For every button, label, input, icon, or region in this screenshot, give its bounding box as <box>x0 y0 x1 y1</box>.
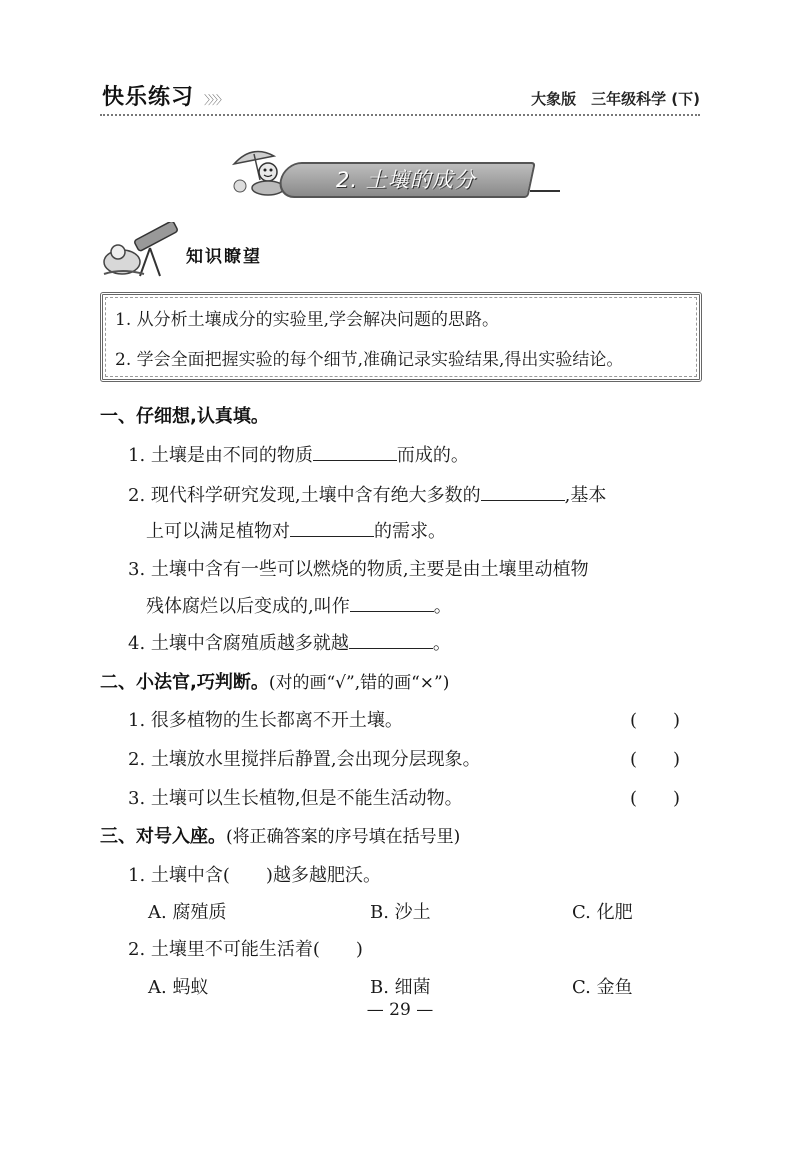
section-judgment-heading <box>100 668 449 694</box>
option-b[interactable]: B. 细菌 <box>370 977 431 998</box>
question-text: 4. 土壤中含腐殖质越多就越 <box>128 633 349 654</box>
page-number: — 29 — <box>366 1000 434 1020</box>
section-note: (对的画“√”,错的画“×”) <box>268 673 450 693</box>
lesson-title: 2. 土壤的成分 <box>336 168 476 192</box>
question-text: 的需求。 <box>374 521 446 542</box>
question-1-1 <box>128 441 469 467</box>
question-text: 1. 土壤是由不同的物质 <box>128 445 313 466</box>
answer-bracket[interactable]: ( ) <box>630 749 681 770</box>
option-a[interactable]: A. 蚂蚁 <box>148 977 209 998</box>
answer-blank[interactable] <box>290 518 374 537</box>
lesson-title-banner <box>228 142 568 200</box>
question-1-2 <box>128 481 606 507</box>
question-1-2-cont <box>146 517 446 543</box>
question-text: ,基本 <box>564 485 607 506</box>
answer-blank[interactable] <box>349 630 433 649</box>
title-underline <box>530 190 560 192</box>
learning-goals-box <box>100 292 702 382</box>
choice-question-1: 1. 土壤中含( )越多越肥沃。 <box>128 865 381 886</box>
telescope-icon <box>100 222 184 280</box>
question-text: 。 <box>432 633 451 654</box>
question-text: 上可以满足植物对 <box>146 521 290 542</box>
page-header <box>100 78 700 116</box>
option-b[interactable]: B. 沙土 <box>370 902 431 923</box>
question-text: 。 <box>433 596 452 617</box>
section-note: (将正确答案的序号填在括号里) <box>226 827 461 847</box>
question-1-4 <box>128 629 451 655</box>
answer-bracket[interactable]: ( ) <box>630 788 681 809</box>
question-1-3-cont <box>146 592 452 618</box>
choice-question-2: 2. 土壤里不可能生活着( ) <box>128 939 363 960</box>
section-choice-heading <box>100 822 460 848</box>
option-c[interactable]: C. 化肥 <box>572 902 633 923</box>
answer-blank[interactable] <box>350 593 434 612</box>
knowledge-section-label <box>100 222 300 282</box>
judgment-item-3: 3. 土壤可以生长植物,但是不能生活动物。 <box>128 788 463 809</box>
option-c[interactable]: C. 金鱼 <box>572 977 633 998</box>
question-text: 残体腐烂以后变成的,叫作 <box>146 596 350 617</box>
section-heading-text: 二、小法官,巧判断。 <box>100 672 269 693</box>
question-1-3 <box>128 555 589 581</box>
answer-blank[interactable] <box>481 482 565 501</box>
judgment-item-2: 2. 土壤放水里搅拌后静置,会出现分层现象。 <box>128 749 481 770</box>
goal-item: 1. 从分析土壤成分的实验里,学会解决问题的思路。 <box>115 310 500 330</box>
judgment-item-1: 1. 很多植物的生长都离不开土壤。 <box>128 710 403 731</box>
book-info: 大象版 三年级科学 (下) <box>531 90 700 108</box>
option-a[interactable]: A. 腐殖质 <box>148 902 227 923</box>
section-heading-text: 三、对号入座。 <box>100 826 226 847</box>
goal-item: 2. 学会全面把握实验的每个细节,准确记录实验结果,得出实验结论。 <box>115 350 624 370</box>
knowledge-label: 知识瞭望 <box>186 247 262 267</box>
section-fill-in-heading: 一、仔细想,认真填。 <box>100 406 269 427</box>
brand-title: 快乐练习 <box>102 85 195 110</box>
question-text: 3. 土壤中含有一些可以燃烧的物质,主要是由土壤里动植物 <box>128 559 589 580</box>
question-text: 2. 现代科学研究发现,土壤中含有绝大多数的 <box>128 485 481 506</box>
question-text: 而成的。 <box>396 445 469 466</box>
chevrons-icon: 〉〉〉〉 <box>204 93 227 107</box>
answer-bracket[interactable]: ( ) <box>630 710 681 731</box>
answer-blank[interactable] <box>313 442 397 461</box>
